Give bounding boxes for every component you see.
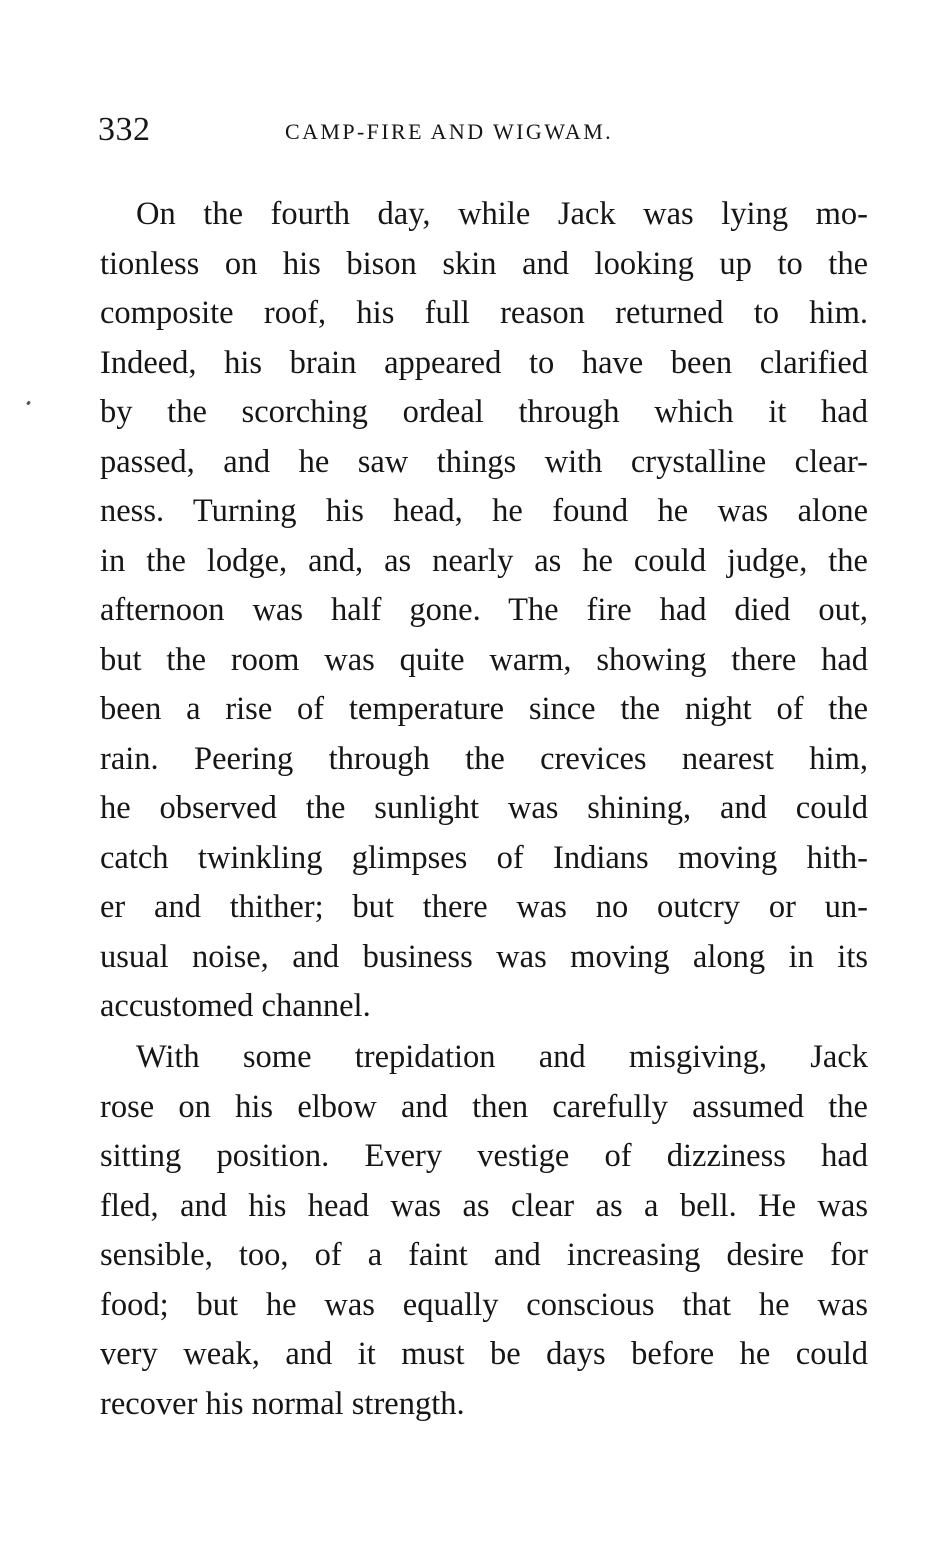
text-line: recover his normal strength. xyxy=(100,1385,465,1422)
text-line: catch twinkling glimpses of Indians moving hith- xyxy=(100,839,868,876)
text-line: With some trepidation and misgiving, Jack xyxy=(136,1039,868,1075)
text-line: ness. Turning his head, he found he was alone xyxy=(100,493,868,529)
text-line: fled, and his head was as clear as a bell. He was xyxy=(100,1187,868,1224)
text-line: he observed the sunlight was shining, and could xyxy=(100,790,868,826)
paragraph-1 xyxy=(100,190,868,1032)
text-line: usual noise, and business was moving along in its xyxy=(100,938,868,975)
text-line: er and thither; but there was no outcry or un- xyxy=(100,889,868,925)
text-line: accustomed channel. xyxy=(100,988,371,1024)
text-line: very weak, and it must be days before he could xyxy=(100,1336,868,1372)
text-line: been a rise of temperature since the night of the xyxy=(100,691,868,727)
text-line: tionless on his bison skin and looking up to the xyxy=(100,245,868,282)
text-line: rain. Peering through the crevices nearest him, xyxy=(100,740,868,777)
text-line: On the fourth day, while Jack was lying mo- xyxy=(136,196,868,232)
ink-speck xyxy=(26,401,31,406)
page-number: 332 xyxy=(98,111,151,148)
paragraph-2 xyxy=(100,1033,868,1429)
running-head: CAMP-FIRE AND WIGWAM. xyxy=(285,119,614,144)
page-header xyxy=(98,108,868,152)
text-line: sensible, too, of a faint and increasing desire for xyxy=(100,1237,868,1273)
text-line: by the scorching ordeal through which it had xyxy=(100,394,868,430)
text-line: passed, and he saw things with crystalline clear- xyxy=(100,443,868,480)
text-line: Indeed, his brain appeared to have been clarified xyxy=(100,344,868,381)
text-line: in the lodge, and, as nearly as he could judge, the xyxy=(100,542,868,579)
text-line: food; but he was equally conscious that he was xyxy=(100,1286,868,1323)
text-line: but the room was quite warm, showing there had xyxy=(100,641,868,678)
text-line: composite roof, his full reason returned to him. xyxy=(100,295,868,331)
text-line: afternoon was half gone. The fire had died out, xyxy=(100,592,868,628)
text-line: rose on his elbow and then carefully assumed the xyxy=(100,1088,868,1125)
text-line: sitting position. Every vestige of dizziness had xyxy=(100,1138,868,1174)
